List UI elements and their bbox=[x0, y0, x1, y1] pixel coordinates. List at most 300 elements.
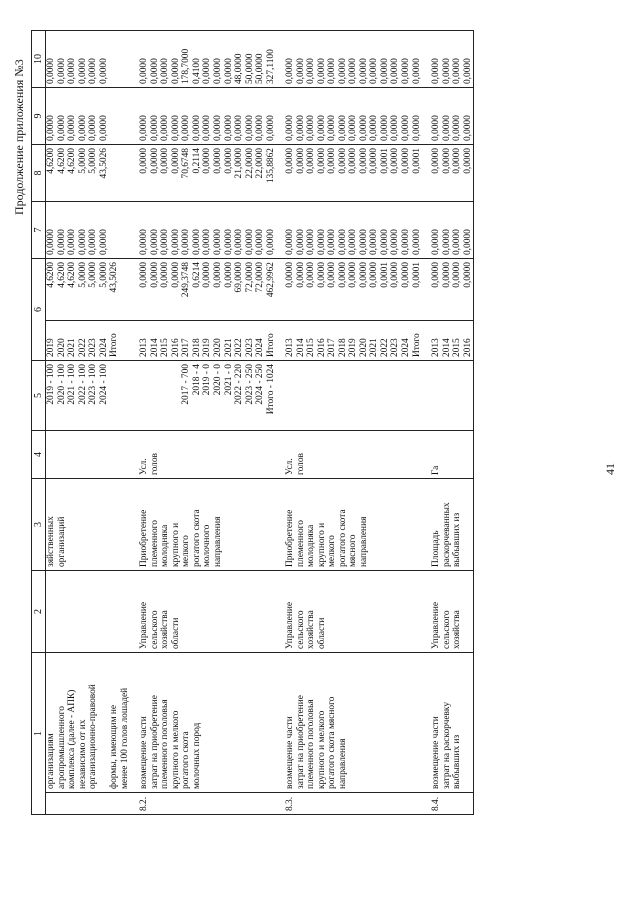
column-header: 10 bbox=[32, 31, 46, 88]
cell-value: 0,0000 bbox=[316, 229, 327, 255]
cell-value: 0,0000 bbox=[67, 58, 78, 84]
col-7-values bbox=[130, 202, 276, 259]
cell-value: 0,0000 bbox=[67, 115, 78, 141]
cell-value: 0,0000 bbox=[401, 115, 411, 141]
cell-value: 0,0000 bbox=[139, 148, 150, 174]
column-header: 9 bbox=[32, 88, 46, 145]
cell-value: 462,9962 bbox=[265, 262, 276, 298]
col-9-values bbox=[130, 88, 276, 145]
cell-value: 0,0000 bbox=[160, 229, 171, 255]
measure-name: организациям агропромышленного комплекса (далее - АПК) независимо от их организационно-правовой формы, имеющим не менее 100 голов лошадей bbox=[46, 653, 131, 793]
cell-value: 327,1100 bbox=[265, 49, 276, 84]
executor bbox=[46, 571, 131, 653]
cell-value: 0,0000 bbox=[452, 262, 463, 288]
cell-value: 0,0000 bbox=[337, 115, 348, 141]
cell-value: 2020 - 100 bbox=[56, 364, 67, 405]
cell-value: 0,0000 bbox=[452, 58, 463, 84]
cell-value: 0,0000 bbox=[306, 262, 317, 288]
cell-value: Итого - 1024 bbox=[265, 364, 276, 415]
cell-value: 2013 bbox=[139, 338, 150, 357]
cell-value: 2016 bbox=[462, 338, 473, 357]
cell-value: 0,0000 bbox=[348, 229, 359, 255]
cell-value: 0,0000 bbox=[170, 229, 181, 255]
cell-value: 72,0000 bbox=[255, 262, 266, 293]
cell-value: 0,0000 bbox=[452, 115, 463, 141]
cell-value: 2015 bbox=[160, 338, 171, 357]
col-8-values bbox=[46, 145, 131, 202]
col-8-values bbox=[130, 145, 276, 202]
cell-value: 178,7000 bbox=[181, 48, 192, 84]
cell-value: 2021 bbox=[369, 338, 380, 357]
years bbox=[276, 321, 422, 361]
cell-value: 0,0000 bbox=[170, 115, 181, 141]
cell-value: 0,0000 bbox=[202, 148, 213, 174]
cell-value: 5,0000 bbox=[77, 148, 88, 174]
cell-value: 2024 bbox=[255, 338, 266, 357]
cell-value: 2021 bbox=[223, 338, 234, 357]
cell-value: 0,0000 bbox=[149, 58, 160, 84]
cell-value: Итого bbox=[265, 333, 276, 357]
cell-value: 0,0000 bbox=[88, 58, 99, 84]
col-10-values bbox=[276, 31, 422, 88]
cell-value: 0,0000 bbox=[234, 229, 245, 255]
cell-value: 0,0000 bbox=[285, 115, 296, 141]
cell-value: 0,0000 bbox=[46, 229, 56, 255]
cell-value: 0,0000 bbox=[255, 115, 266, 141]
cell-value: 0,0000 bbox=[139, 58, 150, 84]
indicator-name: Приобретение племенного молодняка крупного и мелкого рогатого скота мясного направления bbox=[276, 479, 422, 571]
cell-value: 50,0000 bbox=[244, 53, 255, 84]
cell-value: 0,0000 bbox=[390, 229, 401, 255]
page-number: 41 bbox=[603, 463, 617, 475]
cell-value: Итого bbox=[411, 333, 422, 357]
measure-name: возмещение части затрат на раскорчевку выбывших из bbox=[422, 653, 474, 793]
cell-value: 0,0000 bbox=[77, 115, 88, 141]
cell-value: 0,0000 bbox=[88, 229, 99, 255]
cell-value: 0,0000 bbox=[337, 262, 348, 288]
cell-value: 0,0000 bbox=[369, 148, 380, 174]
indicator-values bbox=[130, 361, 276, 431]
cell-value: 0,0000 bbox=[379, 58, 390, 84]
cell-value: 21,0000 bbox=[234, 148, 245, 179]
cell-value: 135,8862 bbox=[265, 148, 276, 184]
cell-value: 0,0000 bbox=[149, 229, 160, 255]
cell-value: 2013 bbox=[431, 338, 442, 357]
cell-value: 2016 bbox=[170, 338, 181, 357]
cell-value: 2024 bbox=[401, 338, 411, 357]
row-number bbox=[46, 793, 131, 815]
cell-value: 0,0000 bbox=[401, 262, 411, 288]
total-values bbox=[422, 259, 474, 321]
cell-value: 2021 bbox=[67, 338, 78, 357]
cell-value: 0,0000 bbox=[56, 115, 67, 141]
cell-value: 0,0000 bbox=[369, 262, 380, 288]
cell-value: 0,0000 bbox=[411, 115, 422, 141]
table-row bbox=[276, 31, 422, 815]
unit bbox=[46, 431, 131, 479]
cell-value: 0,0000 bbox=[212, 115, 223, 141]
column-header: 4 bbox=[32, 431, 46, 479]
cell-value: 0,0000 bbox=[390, 148, 401, 174]
cell-value: Итого bbox=[109, 333, 120, 357]
cell-value: 0,0000 bbox=[170, 148, 181, 174]
cell-value: 0,0000 bbox=[316, 148, 327, 174]
executor: Управление сельского хозяйства bbox=[422, 571, 474, 653]
measure-name: возмещение части затрат на приобретение племенного поголовья крупного и мелкого рогатого скота мясного направления bbox=[276, 653, 422, 793]
cell-value: 0,0000 bbox=[77, 58, 88, 84]
cell-value: 0,0000 bbox=[306, 148, 317, 174]
cell-value: 0,0000 bbox=[327, 58, 338, 84]
cell-value: 0,0000 bbox=[160, 115, 171, 141]
cell-value: 0,0000 bbox=[369, 58, 380, 84]
cell-value: 2023 bbox=[88, 338, 99, 357]
cell-value: 0,0000 bbox=[337, 148, 348, 174]
cell-value: 4,6200 bbox=[46, 148, 56, 174]
row-number: 8.2. bbox=[130, 793, 276, 815]
cell-value: 0,4100 bbox=[191, 58, 202, 84]
cell-value: 5,0000 bbox=[88, 148, 99, 174]
cell-value: 4,6200 bbox=[67, 148, 78, 174]
cell-value: 2020 - 0 bbox=[212, 364, 223, 396]
cell-value: 22,0000 bbox=[255, 148, 266, 179]
col-7-values bbox=[422, 202, 474, 259]
col-10-values bbox=[130, 31, 276, 88]
cell-value: 0,0000 bbox=[462, 115, 473, 141]
program-table bbox=[31, 30, 474, 815]
cell-value: 0,0000 bbox=[379, 115, 390, 141]
total-values bbox=[130, 259, 276, 321]
cell-value: 0,0000 bbox=[160, 58, 171, 84]
cell-value: 0,0000 bbox=[223, 58, 234, 84]
column-header: 3 bbox=[32, 479, 46, 571]
cell-value: 0,0000 bbox=[306, 229, 317, 255]
cell-value: 2020 bbox=[358, 338, 369, 357]
cell-value: 0,0000 bbox=[390, 58, 401, 84]
cell-value: 0,0001 bbox=[411, 262, 422, 288]
cell-value: 2019 bbox=[202, 338, 213, 357]
cell-value: 48,0000 bbox=[234, 53, 245, 84]
cell-value: 0,0000 bbox=[295, 58, 306, 84]
cell-value: 2023 bbox=[390, 338, 401, 357]
cell-value: 0,0000 bbox=[223, 148, 234, 174]
cell-value: 0,0000 bbox=[139, 115, 150, 141]
cell-value: 4,6200 bbox=[46, 262, 56, 288]
row-number: 8.3. bbox=[276, 793, 422, 815]
cell-value: 2017 bbox=[181, 338, 192, 357]
cell-value: 0,0000 bbox=[390, 262, 401, 288]
cell-value: 0,0000 bbox=[348, 262, 359, 288]
cell-value: 0,2114 bbox=[191, 148, 202, 174]
column-header: 7 bbox=[32, 202, 46, 259]
cell-value: 0,0000 bbox=[46, 115, 56, 141]
cell-value: 2014 bbox=[295, 338, 306, 357]
cell-value: 0,0000 bbox=[462, 148, 473, 174]
cell-value: 2023 - 250 bbox=[244, 364, 255, 405]
table-row bbox=[422, 31, 474, 815]
total-values bbox=[46, 259, 131, 321]
cell-value: 0,0000 bbox=[212, 58, 223, 84]
col-9-values bbox=[46, 88, 131, 145]
cell-value: 0,0000 bbox=[88, 115, 99, 141]
cell-value: 2022 bbox=[379, 338, 390, 357]
col-8-values bbox=[422, 145, 474, 202]
cell-value: 0,0000 bbox=[212, 148, 223, 174]
cell-value: 0,0001 bbox=[379, 148, 390, 174]
col-8-values bbox=[276, 145, 422, 202]
cell-value: 0,0000 bbox=[285, 262, 296, 288]
cell-value: 43,5026 bbox=[98, 148, 109, 179]
cell-value: 0,0000 bbox=[327, 148, 338, 174]
cell-value: 0,0000 bbox=[358, 262, 369, 288]
cell-value: 0,0000 bbox=[181, 229, 192, 255]
cell-value: 5,0000 bbox=[77, 262, 88, 288]
cell-value: 2021 - 0 bbox=[223, 364, 234, 396]
column-header: 1 bbox=[32, 653, 46, 815]
cell-value: 0,0000 bbox=[390, 115, 401, 141]
cell-value: 0,0000 bbox=[401, 148, 411, 174]
cell-value: 0,0000 bbox=[295, 229, 306, 255]
cell-value: 0,0000 bbox=[462, 229, 473, 255]
cell-value: 0,0000 bbox=[348, 58, 359, 84]
unit: Га bbox=[422, 431, 474, 479]
cell-value: 5,0000 bbox=[88, 262, 99, 288]
cell-value: 0,0000 bbox=[316, 262, 327, 288]
indicator-name: Площадь раскорчеванных выбывших из bbox=[422, 479, 474, 571]
cell-value: 0,0001 bbox=[411, 148, 422, 174]
cell-value: 43,5026 bbox=[109, 262, 120, 293]
unit: Усл. голов bbox=[130, 431, 276, 479]
cell-value: 2020 bbox=[56, 338, 67, 357]
years bbox=[422, 321, 474, 361]
executor: Управление сельского хозяйства области bbox=[276, 571, 422, 653]
cell-value: 0,0000 bbox=[181, 115, 192, 141]
cell-value: 0,0000 bbox=[98, 115, 109, 141]
cell-value: 2021 - 100 bbox=[67, 364, 78, 405]
indicator-values bbox=[46, 361, 131, 431]
indicator-name: зяйственных организаций bbox=[46, 479, 131, 571]
cell-value: 4,6200 bbox=[67, 262, 78, 288]
cell-value: 2022 - 220 bbox=[234, 364, 245, 405]
appendix-title: Продолжение приложения №3 bbox=[12, 59, 26, 215]
cell-value: 0,0000 bbox=[327, 262, 338, 288]
cell-value: 0,0000 bbox=[149, 115, 160, 141]
cell-value: 249,3748 bbox=[181, 262, 192, 298]
column-header: 5 bbox=[32, 361, 46, 431]
cell-value: 0,0000 bbox=[327, 229, 338, 255]
cell-value: 0,0000 bbox=[358, 148, 369, 174]
cell-value: 0,0000 bbox=[223, 262, 234, 288]
cell-value: 2015 bbox=[306, 338, 317, 357]
cell-value bbox=[171, 364, 182, 427]
cell-value bbox=[139, 364, 150, 427]
cell-value bbox=[160, 364, 171, 427]
cell-value: 0,0000 bbox=[306, 115, 317, 141]
cell-value: 0,0000 bbox=[431, 58, 442, 84]
cell-value: 0,0000 bbox=[202, 58, 213, 84]
cell-value: 2024 - 250 bbox=[255, 364, 266, 405]
cell-value: 22,0000 bbox=[244, 148, 255, 179]
col-9-values bbox=[276, 88, 422, 145]
cell-value: 2018 bbox=[191, 338, 202, 357]
cell-value: 0,0000 bbox=[139, 262, 150, 288]
cell-value: 0,0000 bbox=[452, 229, 463, 255]
cell-value: 0,0000 bbox=[327, 115, 338, 141]
cell-value bbox=[150, 364, 161, 427]
cell-value: 0,0000 bbox=[160, 148, 171, 174]
indicator-name: Приобретение племенного молодняка крупного и мелкого рогатого скота молочного направления bbox=[130, 479, 276, 571]
cell-value: 0,0000 bbox=[358, 115, 369, 141]
column-header: 8 bbox=[32, 145, 46, 202]
row-number: 8.4. bbox=[422, 793, 474, 815]
indicator-values bbox=[422, 361, 474, 431]
cell-value: 2019 bbox=[348, 338, 359, 357]
cell-value: 2019 bbox=[46, 338, 56, 357]
cell-value: 0,0000 bbox=[295, 115, 306, 141]
cell-value: 0,0000 bbox=[56, 58, 67, 84]
cell-value: 0,0000 bbox=[77, 229, 88, 255]
cell-value: 0,0000 bbox=[67, 229, 78, 255]
cell-value: 2023 bbox=[244, 338, 255, 357]
cell-value: 2023 - 100 bbox=[88, 364, 99, 405]
cell-value: 2016 bbox=[316, 338, 327, 357]
cell-value: 0,0000 bbox=[441, 115, 452, 141]
cell-value: 2022 bbox=[77, 338, 88, 357]
cell-value: 0,0000 bbox=[170, 58, 181, 84]
total-values bbox=[276, 259, 422, 321]
cell-value: 0,0000 bbox=[46, 58, 56, 84]
cell-value: 0,0000 bbox=[441, 148, 452, 174]
table-row bbox=[130, 31, 276, 815]
cell-value: 0,0000 bbox=[295, 148, 306, 174]
cell-value: 0,0000 bbox=[462, 262, 473, 288]
cell-value: 0,0000 bbox=[139, 229, 150, 255]
cell-value: 5,0000 bbox=[98, 262, 109, 288]
cell-value: 0,0000 bbox=[337, 229, 348, 255]
cell-value: 0,0000 bbox=[337, 58, 348, 84]
cell-value: 0,0000 bbox=[285, 229, 296, 255]
cell-value: 0,0000 bbox=[223, 229, 234, 255]
cell-value: 70,6748 bbox=[181, 148, 192, 179]
cell-value: 0,0000 bbox=[285, 148, 296, 174]
cell-value: 0,0000 bbox=[379, 229, 390, 255]
cell-value: 0,0000 bbox=[369, 229, 380, 255]
cell-value: 0,0000 bbox=[98, 58, 109, 84]
cell-value: 0,0000 bbox=[316, 115, 327, 141]
cell-value: 0,0000 bbox=[265, 115, 276, 141]
cell-value: 0,0000 bbox=[411, 229, 422, 255]
column-header: 2 bbox=[32, 571, 46, 653]
cell-value: 0,0000 bbox=[98, 229, 109, 255]
cell-value: 0,0000 bbox=[295, 262, 306, 288]
cell-value: 2024 bbox=[98, 338, 109, 357]
cell-value: 2014 bbox=[149, 338, 160, 357]
cell-value: 0,0000 bbox=[441, 229, 452, 255]
cell-value: 0,0000 bbox=[348, 148, 359, 174]
cell-value: 0,0000 bbox=[191, 229, 202, 255]
col-10-values bbox=[422, 31, 474, 88]
table-row bbox=[46, 31, 131, 815]
cell-value: 2018 bbox=[337, 338, 348, 357]
column-number-row bbox=[32, 31, 46, 815]
cell-value: 0,0000 bbox=[441, 262, 452, 288]
cell-value: 2018 - 4 bbox=[191, 364, 202, 396]
cell-value: 0,0000 bbox=[170, 262, 181, 288]
cell-value: 2017 - 700 bbox=[181, 364, 192, 405]
cell-value: 0,0000 bbox=[401, 229, 411, 255]
cell-value: 4,6200 bbox=[56, 148, 67, 174]
indicator-values bbox=[276, 361, 422, 431]
cell-value: 0,0000 bbox=[316, 58, 327, 84]
cell-value: 0,0000 bbox=[149, 148, 160, 174]
col-10-values bbox=[46, 31, 131, 88]
cell-value: 0,0000 bbox=[265, 229, 276, 255]
cell-value: 0,0000 bbox=[431, 148, 442, 174]
cell-value: 0,0000 bbox=[411, 58, 422, 84]
cell-value: 2022 bbox=[234, 338, 245, 357]
cell-value: 0,0000 bbox=[348, 115, 359, 141]
cell-value: 69,0000 bbox=[234, 262, 245, 293]
cell-value: 2020 bbox=[212, 338, 223, 357]
cell-value: 2014 bbox=[441, 338, 452, 357]
cell-value: 0,0000 bbox=[191, 115, 202, 141]
cell-value: 0,0000 bbox=[223, 115, 234, 141]
executor: Управление сельского хозяйства области bbox=[130, 571, 276, 653]
cell-value: 0,0000 bbox=[431, 115, 442, 141]
cell-value: 0,0000 bbox=[431, 229, 442, 255]
cell-value: 0,6214 bbox=[191, 262, 202, 288]
cell-value: 0,0000 bbox=[56, 229, 67, 255]
cell-value: 2017 bbox=[327, 338, 338, 357]
cell-value: 0,0000 bbox=[212, 262, 223, 288]
cell-value: 0,0000 bbox=[285, 58, 296, 84]
cell-value: 0,0000 bbox=[431, 262, 442, 288]
cell-value: 0,0000 bbox=[244, 229, 255, 255]
cell-value: 2024 - 100 bbox=[98, 364, 109, 405]
col-9-values bbox=[422, 88, 474, 145]
cell-value: 4,6200 bbox=[56, 262, 67, 288]
cell-value: 0,0000 bbox=[202, 262, 213, 288]
col-7-values bbox=[276, 202, 422, 259]
cell-value: 0,0000 bbox=[202, 229, 213, 255]
cell-value: 2019 - 100 bbox=[46, 364, 56, 405]
cell-value: 0,0000 bbox=[358, 58, 369, 84]
cell-value: 0,0000 bbox=[452, 148, 463, 174]
cell-value: 0,0000 bbox=[255, 229, 266, 255]
cell-value: 2015 bbox=[452, 338, 463, 357]
cell-value: 72,0000 bbox=[244, 262, 255, 293]
cell-value: 0,0000 bbox=[306, 58, 317, 84]
cell-value: 0,0000 bbox=[149, 262, 160, 288]
years bbox=[46, 321, 131, 361]
cell-value: 0,0000 bbox=[202, 115, 213, 141]
cell-value: 0,0000 bbox=[160, 262, 171, 288]
cell-value: 0,0000 bbox=[369, 115, 380, 141]
cell-value: 2013 bbox=[285, 338, 296, 357]
years bbox=[130, 321, 276, 361]
measure-name: возмещение части затрат на приобретение племенного поголовья крупного и мелкого рогатого скота молочных пород bbox=[130, 653, 276, 793]
cell-value: 0,0000 bbox=[244, 115, 255, 141]
cell-value: 50,0000 bbox=[255, 53, 266, 84]
cell-value: 0,0000 bbox=[462, 58, 473, 84]
cell-value: 0,0000 bbox=[212, 229, 223, 255]
col-7-values bbox=[46, 202, 131, 259]
cell-value: 0,0000 bbox=[234, 115, 245, 141]
cell-value: 0,0001 bbox=[379, 262, 390, 288]
unit: Усл. голов bbox=[276, 431, 422, 479]
cell-value: 0,0000 bbox=[358, 229, 369, 255]
cell-value: 0,0000 bbox=[441, 58, 452, 84]
cell-value: 0,0000 bbox=[401, 58, 411, 84]
